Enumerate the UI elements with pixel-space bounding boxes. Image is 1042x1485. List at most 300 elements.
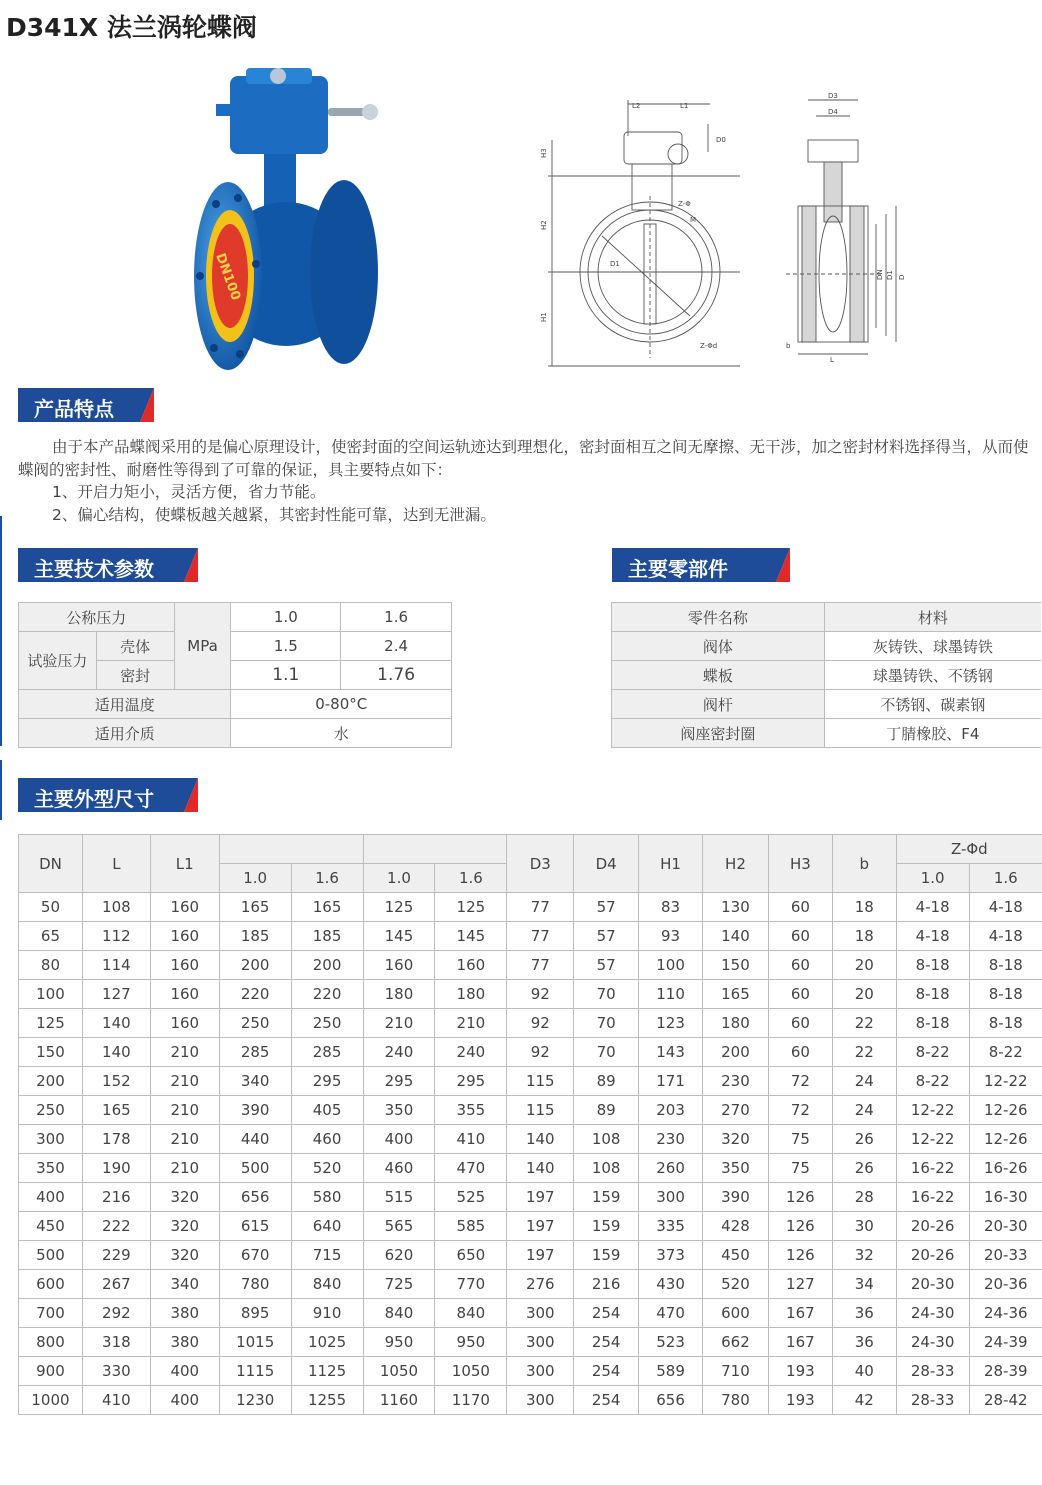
table-cell: 152 [82, 1067, 150, 1096]
table-cell: 20 [832, 951, 896, 980]
flange-right [310, 180, 378, 364]
table-cell: 24 [832, 1096, 896, 1125]
dim-label: Z-Φd [700, 342, 718, 350]
table-cell: 840 [435, 1299, 507, 1328]
table-cell: 295 [291, 1067, 363, 1096]
table-cell: 100 [19, 980, 83, 1009]
table-cell: 710 [703, 1357, 769, 1386]
table-cell: 300 [507, 1357, 574, 1386]
table-cell: 520 [291, 1154, 363, 1183]
table-cell: 167 [768, 1328, 832, 1357]
table-cell: 600 [703, 1299, 769, 1328]
table-cell: 2.4 [341, 632, 452, 661]
table-row [19, 1357, 1042, 1386]
table-cell: 125 [435, 893, 507, 922]
table-cell: 115 [507, 1096, 574, 1125]
table-cell: 197 [507, 1212, 574, 1241]
table-cell: 840 [291, 1270, 363, 1299]
medium-value: 水 [231, 719, 452, 748]
part-material: 不锈钢、碳素钢 [824, 690, 1041, 719]
table-row [19, 951, 1042, 980]
col-header: DN [19, 835, 83, 893]
table-cell: 460 [363, 1154, 435, 1183]
dim-label: L [830, 356, 834, 364]
table-row [19, 1183, 1042, 1212]
table-cell: 615 [219, 1212, 291, 1241]
table-cell: 662 [703, 1328, 769, 1357]
table-cell: 20-26 [896, 1212, 969, 1241]
section-title: 主要技术参数 [34, 557, 154, 581]
table-cell: 470 [435, 1154, 507, 1183]
table-cell: 254 [574, 1357, 639, 1386]
table-cell: 200 [703, 1038, 769, 1067]
table-cell: 57 [574, 893, 639, 922]
table-cell: 65 [19, 922, 83, 951]
table-cell: 1125 [291, 1357, 363, 1386]
dim-label: D1 [886, 270, 894, 280]
table-cell: 83 [639, 893, 703, 922]
table-cell: 28-39 [969, 1357, 1042, 1386]
part-material: 丁腈橡胶、F4 [824, 719, 1041, 748]
table-cell: 193 [768, 1386, 832, 1415]
feature-item: 1、开启力矩小，灵活方便，省力节能。 [52, 483, 326, 501]
col-header: L1 [150, 835, 219, 893]
table-cell: 373 [639, 1241, 703, 1270]
table-cell: 24-39 [969, 1328, 1042, 1357]
table-cell: 125 [19, 1009, 83, 1038]
table-cell: 1015 [219, 1328, 291, 1357]
table-cell: 8-18 [896, 1009, 969, 1038]
table-cell: 18 [832, 893, 896, 922]
table-cell: 400 [19, 1183, 83, 1212]
drawing-front-view [540, 96, 740, 372]
dim-label: L2 [632, 102, 641, 110]
table-cell: 18 [832, 922, 896, 951]
table-cell: 160 [150, 1009, 219, 1038]
table-cell: 450 [19, 1212, 83, 1241]
part-material: 灰铸铁、球墨铸铁 [824, 632, 1041, 661]
table-cell: 405 [291, 1096, 363, 1125]
table-row [19, 1270, 1042, 1299]
table-cell: 92 [507, 1009, 574, 1038]
col-header: H1 [639, 835, 703, 893]
table-cell: 159 [574, 1212, 639, 1241]
table-cell: 1.6 [341, 603, 452, 632]
table-cell: 585 [435, 1212, 507, 1241]
dim-label: H2 [540, 220, 548, 230]
table-cell: 335 [639, 1212, 703, 1241]
section-header-tech [18, 548, 198, 582]
table-cell: 89 [574, 1067, 639, 1096]
table-cell: 210 [150, 1125, 219, 1154]
table-cell: 320 [150, 1183, 219, 1212]
table-cell: 220 [291, 980, 363, 1009]
table-row [19, 1096, 1042, 1125]
table-cell: 180 [703, 1009, 769, 1038]
table-row [19, 1241, 1042, 1270]
table-cell: 159 [574, 1183, 639, 1212]
dim-label: H3 [540, 148, 548, 158]
table-cell: 4-18 [896, 893, 969, 922]
table-cell: 620 [363, 1241, 435, 1270]
col-header: D4 [574, 835, 639, 893]
table-cell: 36 [832, 1328, 896, 1357]
gearbox-housing [230, 76, 328, 154]
table-cell: 410 [82, 1386, 150, 1415]
table-cell: 16-22 [896, 1183, 969, 1212]
table-cell: 4-18 [969, 893, 1042, 922]
table-cell: 270 [703, 1096, 769, 1125]
table-cell: 24-36 [969, 1299, 1042, 1328]
col-header: H2 [703, 835, 769, 893]
col-header: L [82, 835, 150, 893]
table-cell: 127 [768, 1270, 832, 1299]
table-cell: 515 [363, 1183, 435, 1212]
table-cell: 229 [82, 1241, 150, 1270]
table-cell: 580 [291, 1183, 363, 1212]
table-cell: 1160 [363, 1386, 435, 1415]
table-cell: 230 [703, 1067, 769, 1096]
table-cell: 197 [507, 1241, 574, 1270]
table-cell: 8-18 [896, 951, 969, 980]
section-title: 主要零部件 [628, 557, 728, 581]
table-cell: 8-18 [969, 980, 1042, 1009]
table-cell: 318 [82, 1328, 150, 1357]
table-cell: 700 [19, 1299, 83, 1328]
table-cell: 565 [363, 1212, 435, 1241]
table-cell: 108 [574, 1154, 639, 1183]
table-cell: 250 [219, 1009, 291, 1038]
table-cell: 36 [832, 1299, 896, 1328]
table-cell: 60 [768, 951, 832, 980]
table-cell: 40 [832, 1357, 896, 1386]
table-cell: 16-22 [896, 1154, 969, 1183]
table-cell: 715 [291, 1241, 363, 1270]
table-cell: 72 [768, 1067, 832, 1096]
table-row [19, 922, 1042, 951]
table-cell: 165 [703, 980, 769, 1009]
table-cell: 840 [363, 1299, 435, 1328]
table-cell: 20-33 [969, 1241, 1042, 1270]
table-row [19, 1009, 1042, 1038]
table-cell: 1025 [291, 1328, 363, 1357]
table-cell: 1.5 [231, 632, 341, 661]
table-row [19, 1328, 1042, 1357]
table-cell: 200 [291, 951, 363, 980]
parts-header-name: 零件名称 [612, 603, 825, 632]
table-cell: 12-26 [969, 1096, 1042, 1125]
table-cell: 160 [150, 893, 219, 922]
col-header: Z-Φd [896, 835, 1042, 864]
table-cell: 180 [435, 980, 507, 1009]
table-cell: 210 [435, 1009, 507, 1038]
table-cell: 500 [219, 1154, 291, 1183]
table-cell: 640 [291, 1212, 363, 1241]
table-cell: 140 [82, 1009, 150, 1038]
table-cell: 115 [507, 1067, 574, 1096]
table-cell: 440 [219, 1125, 291, 1154]
table-row [19, 1212, 1042, 1241]
table-cell: 350 [19, 1154, 83, 1183]
table-cell: 160 [363, 951, 435, 980]
table-cell: 150 [19, 1038, 83, 1067]
left-edge-rule [0, 760, 2, 820]
part-name: 阀体 [612, 632, 825, 661]
dim-label: H1 [540, 312, 548, 322]
table-cell: 28-33 [896, 1386, 969, 1415]
table-cell: 8-22 [969, 1038, 1042, 1067]
table-cell: 525 [435, 1183, 507, 1212]
shell-label: 壳体 [96, 632, 174, 661]
part-name: 阀座密封圈 [612, 719, 825, 748]
table-cell: 185 [291, 922, 363, 951]
table-cell: 222 [82, 1212, 150, 1241]
dim-label: L1 [680, 102, 689, 110]
table-cell: 4-18 [896, 922, 969, 951]
table-cell: 276 [507, 1270, 574, 1299]
medium-label: 适用介质 [19, 719, 231, 748]
table-cell: 320 [150, 1241, 219, 1270]
table-cell: 60 [768, 893, 832, 922]
table-cell: 30 [832, 1212, 896, 1241]
table-cell: 93 [639, 922, 703, 951]
table-cell: 20-30 [896, 1270, 969, 1299]
section-title: 产品特点 [34, 397, 114, 421]
table-row [19, 1125, 1042, 1154]
table-cell: 260 [639, 1154, 703, 1183]
table-cell: 16-26 [969, 1154, 1042, 1183]
col-subheader: 1.0 [219, 864, 291, 893]
dim-label: D3 [828, 92, 838, 100]
table-cell: 295 [363, 1067, 435, 1096]
table-cell: 75 [768, 1154, 832, 1183]
parts-table [611, 602, 1041, 748]
section-header-dims [18, 778, 198, 812]
dim-label: DN [876, 269, 884, 280]
table-cell: 670 [219, 1241, 291, 1270]
table-cell: 60 [768, 1009, 832, 1038]
table-cell: 203 [639, 1096, 703, 1125]
dim-label: D0 [716, 136, 726, 144]
col-header: H3 [768, 835, 832, 893]
table-cell: 57 [574, 951, 639, 980]
table-cell: 1.76 [341, 661, 452, 690]
table-cell: 8-22 [896, 1038, 969, 1067]
table-cell: 20 [832, 980, 896, 1009]
col-subheader: 1.0 [896, 864, 969, 893]
dim-label: D1 [610, 260, 620, 268]
table-cell: 210 [150, 1038, 219, 1067]
table-cell: 1230 [219, 1386, 291, 1415]
table-cell: 57 [574, 922, 639, 951]
table-cell: 126 [768, 1241, 832, 1270]
table-cell: 197 [507, 1183, 574, 1212]
table-cell: 600 [19, 1270, 83, 1299]
table-cell: 210 [150, 1067, 219, 1096]
table-cell: 295 [435, 1067, 507, 1096]
table-cell: 165 [82, 1096, 150, 1125]
dim-label: M [690, 216, 697, 224]
table-cell: 110 [639, 980, 703, 1009]
table-cell: 250 [19, 1096, 83, 1125]
table-cell: 589 [639, 1357, 703, 1386]
table-cell: 428 [703, 1212, 769, 1241]
table-cell: 34 [832, 1270, 896, 1299]
table-cell: 254 [574, 1328, 639, 1357]
table-cell: 340 [219, 1067, 291, 1096]
table-cell: 8-18 [969, 1009, 1042, 1038]
table-cell: 523 [639, 1328, 703, 1357]
section-title: 主要外型尺寸 [34, 787, 154, 811]
table-cell: 285 [219, 1038, 291, 1067]
table-cell: 140 [703, 922, 769, 951]
tech-params-table [18, 602, 452, 748]
col-header-d1 [363, 835, 507, 864]
table-cell: 267 [82, 1270, 150, 1299]
table-cell: 100 [639, 951, 703, 980]
table-cell: 114 [82, 951, 150, 980]
table-cell: 350 [703, 1154, 769, 1183]
table-cell: 400 [150, 1386, 219, 1415]
table-cell: 400 [363, 1125, 435, 1154]
table-cell: 216 [82, 1183, 150, 1212]
table-cell: 12-22 [896, 1125, 969, 1154]
table-cell: 159 [574, 1241, 639, 1270]
table-cell: 126 [768, 1212, 832, 1241]
table-cell: 725 [363, 1270, 435, 1299]
table-cell: 150 [703, 951, 769, 980]
table-cell: 70 [574, 1009, 639, 1038]
table-cell: 216 [574, 1270, 639, 1299]
table-cell: 60 [768, 980, 832, 1009]
table-cell: 8-18 [969, 951, 1042, 980]
table-cell: 12-26 [969, 1125, 1042, 1154]
table-cell: 1050 [435, 1357, 507, 1386]
table-cell: 28 [832, 1183, 896, 1212]
table-cell: 470 [639, 1299, 703, 1328]
table-cell: 126 [768, 1183, 832, 1212]
dim-label: D [898, 274, 906, 280]
table-cell: 254 [574, 1386, 639, 1415]
table-cell: 300 [639, 1183, 703, 1212]
table-cell: 160 [150, 951, 219, 980]
table-cell: 800 [19, 1328, 83, 1357]
table-cell: 300 [507, 1328, 574, 1357]
table-cell: 254 [574, 1299, 639, 1328]
table-cell: 167 [768, 1299, 832, 1328]
table-cell: 77 [507, 893, 574, 922]
table-cell: 28-33 [896, 1357, 969, 1386]
table-cell: 50 [19, 893, 83, 922]
table-cell: 193 [768, 1357, 832, 1386]
table-cell: 1115 [219, 1357, 291, 1386]
table-cell: 92 [507, 980, 574, 1009]
nominal-pressure-label: 公称压力 [19, 603, 175, 632]
table-row [19, 1299, 1042, 1328]
table-cell: 656 [639, 1386, 703, 1415]
table-cell: 900 [19, 1357, 83, 1386]
table-cell: 22 [832, 1009, 896, 1038]
col-header: D3 [507, 835, 574, 893]
table-cell: 950 [363, 1328, 435, 1357]
features-text [18, 436, 1042, 526]
table-cell: 125 [363, 893, 435, 922]
table-cell: 70 [574, 1038, 639, 1067]
dimensions-table [18, 834, 1042, 1415]
table-cell: 22 [832, 1038, 896, 1067]
table-cell: 20-36 [969, 1270, 1042, 1299]
table-cell: 75 [768, 1125, 832, 1154]
table-cell: 656 [219, 1183, 291, 1212]
temp-value: 0-80°C [231, 690, 452, 719]
table-cell: 72 [768, 1096, 832, 1125]
table-cell: 220 [219, 980, 291, 1009]
temp-label: 适用温度 [19, 690, 231, 719]
table-cell: 520 [703, 1270, 769, 1299]
table-cell: 950 [435, 1328, 507, 1357]
col-subheader: 1.6 [291, 864, 363, 893]
table-cell: 780 [219, 1270, 291, 1299]
table-cell: 24 [832, 1067, 896, 1096]
table-cell: 190 [82, 1154, 150, 1183]
table-cell: 180 [363, 980, 435, 1009]
col-subheader: 1.0 [363, 864, 435, 893]
table-cell: 200 [219, 951, 291, 980]
table-cell: 24-30 [896, 1299, 969, 1328]
left-edge-rule [0, 516, 2, 746]
table-cell: 77 [507, 951, 574, 980]
table-row [19, 1038, 1042, 1067]
table-cell: 140 [507, 1125, 574, 1154]
table-cell: 143 [639, 1038, 703, 1067]
parts-header-material: 材料 [824, 603, 1041, 632]
table-cell: 20-30 [969, 1212, 1042, 1241]
dim-label: D4 [828, 108, 838, 116]
table-row [19, 1386, 1042, 1415]
section-header-features [18, 388, 154, 422]
table-cell: 123 [639, 1009, 703, 1038]
table-cell: 895 [219, 1299, 291, 1328]
table-cell: 210 [150, 1096, 219, 1125]
table-cell: 320 [703, 1125, 769, 1154]
table-row [19, 1067, 1042, 1096]
table-cell: 140 [82, 1038, 150, 1067]
table-cell: 165 [219, 893, 291, 922]
table-cell: 1255 [291, 1386, 363, 1415]
table-row [19, 980, 1042, 1009]
table-cell: 460 [291, 1125, 363, 1154]
table-cell: 380 [150, 1328, 219, 1357]
table-cell: 12-22 [896, 1096, 969, 1125]
table-cell: 390 [703, 1183, 769, 1212]
table-cell: 430 [639, 1270, 703, 1299]
table-cell: 185 [219, 922, 291, 951]
table-cell: 60 [768, 922, 832, 951]
table-cell: 910 [291, 1299, 363, 1328]
table-cell: 780 [703, 1386, 769, 1415]
table-cell: 32 [832, 1241, 896, 1270]
seal-label: 密封 [96, 661, 174, 690]
part-material: 球墨铸铁、不锈钢 [824, 661, 1041, 690]
table-cell: 1.0 [231, 603, 341, 632]
table-cell: 24-30 [896, 1328, 969, 1357]
col-subheader: 1.6 [435, 864, 507, 893]
table-cell: 26 [832, 1154, 896, 1183]
drawing-side-view [782, 90, 914, 370]
dim-label: b [786, 342, 791, 350]
table-cell: 160 [150, 980, 219, 1009]
col-subheader: 1.6 [969, 864, 1042, 893]
